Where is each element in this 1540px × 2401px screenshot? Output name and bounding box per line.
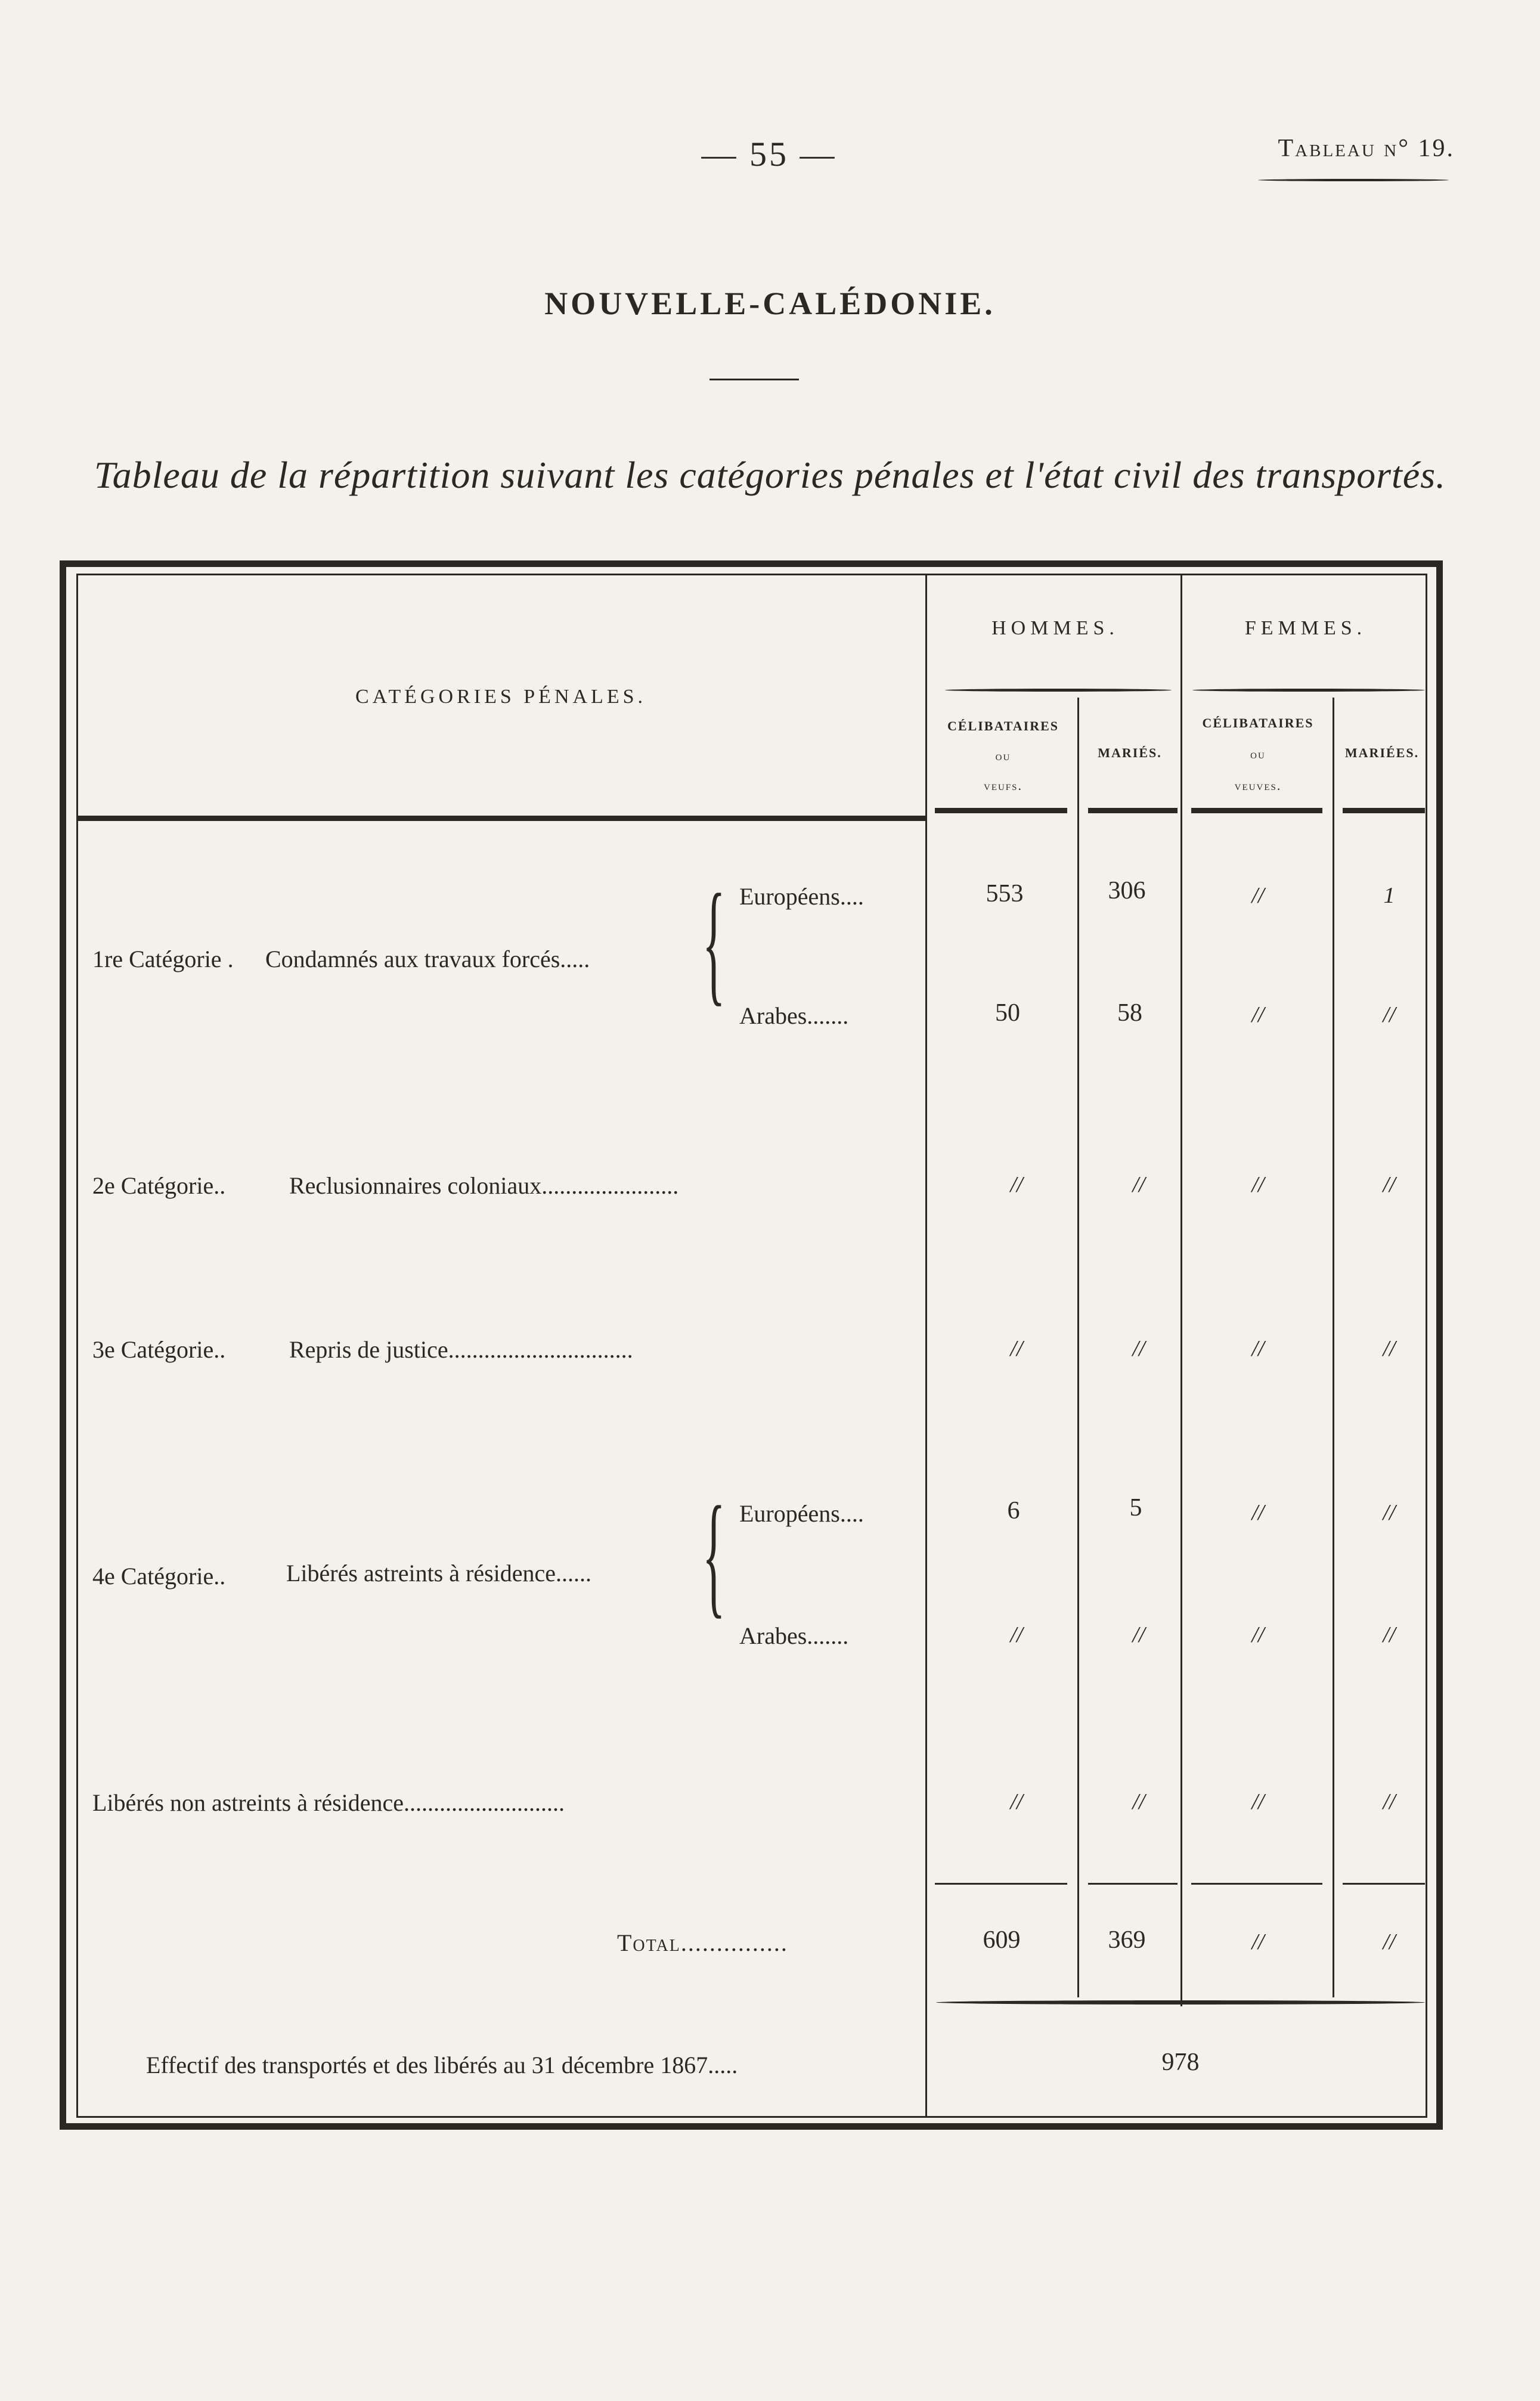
cat3-f-mariees: //	[1383, 1336, 1396, 1361]
liberes-h-celib: //	[1010, 1789, 1023, 1814]
liberes-desc: Libérés non astreints à résidence...........................	[92, 1789, 565, 1816]
cat2-h-maries: //	[1132, 1172, 1145, 1197]
header-h-maries: MARIÉS.	[1098, 745, 1162, 760]
cat4-eur-f-mariees: //	[1383, 1500, 1396, 1525]
cat3-label: 3e Catégorie..	[92, 1336, 226, 1363]
cat1-brace: {	[702, 866, 726, 1018]
cat1-eur-f-mariees: 1	[1383, 883, 1395, 908]
effectif-rule	[936, 2000, 1425, 2005]
total-f-mariees: //	[1383, 1929, 1396, 1954]
cat4-eur-f-celib: //	[1251, 1500, 1265, 1525]
hommes-brace	[945, 689, 1172, 692]
header-h-veufs: veufs.	[983, 778, 1022, 793]
total-rule-h-celib	[935, 1883, 1067, 1885]
cat1-eur-h-maries: 306	[1108, 877, 1146, 904]
cat4-europeens-label: Européens....	[739, 1500, 864, 1527]
cat4-desc: Libérés astreints à résidence......	[286, 1560, 592, 1587]
cat1-ara-h-maries: 58	[1117, 999, 1142, 1027]
femmes-brace	[1192, 689, 1425, 692]
header-rule-f-celib	[1191, 808, 1322, 813]
effectif-value: 978	[1161, 2049, 1200, 2076]
header-f-celibataires: CÉLIBATAIRES	[1202, 715, 1314, 730]
header-rule-h-maries	[1088, 808, 1178, 813]
header-rule-left	[78, 816, 925, 821]
cat3-f-celib: //	[1251, 1336, 1265, 1361]
cat3-h-maries: //	[1132, 1336, 1145, 1361]
header-h-ou: ou	[995, 748, 1011, 763]
liberes-h-maries: //	[1132, 1789, 1145, 1814]
total-rule-h-maries	[1088, 1883, 1178, 1885]
header-f-mariees: MARIÉES.	[1344, 745, 1420, 760]
table-subtitle: Tableau de la répartition suivant les catégories pénales et l'état civil des transportés.	[94, 454, 1446, 496]
cat4-ara-f-mariees: //	[1383, 1622, 1396, 1647]
cat2-f-mariees: //	[1383, 1172, 1396, 1197]
cat1-europeens-label: Européens....	[739, 883, 864, 910]
cat2-f-celib: //	[1251, 1172, 1265, 1197]
header-femmes: FEMMES.	[1244, 617, 1367, 639]
cat4-label: 4e Catégorie..	[92, 1563, 226, 1590]
cat1-arabes-label: Arabes.......	[739, 1002, 849, 1029]
cat3-desc: Repris de justice...............................	[289, 1336, 633, 1363]
header-rule-h-celib	[935, 808, 1067, 813]
cat1-desc: Condamnés aux travaux forcés.....	[265, 946, 590, 972]
cat4-arabes-label: Arabes.......	[739, 1622, 849, 1649]
cat3-h-celib: //	[1010, 1336, 1023, 1361]
total-f-celib: //	[1251, 1929, 1265, 1954]
divider-categories	[925, 575, 927, 2118]
tableau-label: Tableau n° 19.	[1278, 135, 1455, 162]
cat4-eur-h-maries: 5	[1129, 1494, 1142, 1522]
title-divider	[709, 379, 799, 380]
cat4-brace: {	[702, 1478, 726, 1630]
cat2-label: 2e Catégorie..	[92, 1172, 226, 1199]
total-rule-f-celib	[1191, 1883, 1322, 1885]
effectif-label: Effectif des transportés et des libérés au 31 décembre 1867.....	[146, 2052, 738, 2078]
document-title: NOUVELLE-CALÉDONIE.	[544, 286, 996, 321]
total-h-celib: 609	[983, 1926, 1021, 1954]
header-rule-f-mariees	[1343, 808, 1425, 813]
total-h-maries: 369	[1108, 1926, 1146, 1954]
cat2-desc: Reclusionnaires coloniaux.......................	[289, 1172, 679, 1199]
divider-femmes-cols	[1333, 698, 1334, 1997]
header-hommes: HOMMES.	[991, 617, 1119, 639]
cat1-eur-f-celib: //	[1251, 883, 1265, 908]
tableau-underline	[1258, 179, 1449, 181]
cat1-eur-h-celib: 553	[986, 880, 1024, 907]
header-categories: CATÉGORIES PÉNALES.	[355, 686, 647, 708]
cat1-ara-h-celib: 50	[995, 999, 1020, 1027]
cat2-h-celib: //	[1010, 1172, 1023, 1197]
cat4-ara-f-celib: //	[1251, 1622, 1265, 1647]
cat1-label: 1re Catégorie .	[92, 946, 234, 972]
liberes-f-celib: //	[1251, 1789, 1265, 1814]
header-h-celibataires: CÉLIBATAIRES	[947, 718, 1059, 733]
cat1-ara-f-celib: //	[1251, 1002, 1265, 1027]
total-rule-f-mariees	[1343, 1883, 1425, 1885]
cat1-ara-f-mariees: //	[1383, 1002, 1396, 1027]
liberes-f-mariees: //	[1383, 1789, 1396, 1814]
cat4-ara-h-maries: //	[1132, 1622, 1145, 1647]
cat4-ara-h-celib: //	[1010, 1622, 1023, 1647]
header-f-veuves: veuves.	[1234, 778, 1282, 793]
header-f-ou: ou	[1250, 746, 1266, 761]
cat4-eur-h-celib: 6	[1007, 1497, 1020, 1525]
total-label: Total...............	[617, 1929, 788, 1956]
page-number: — 55 —	[701, 135, 837, 174]
